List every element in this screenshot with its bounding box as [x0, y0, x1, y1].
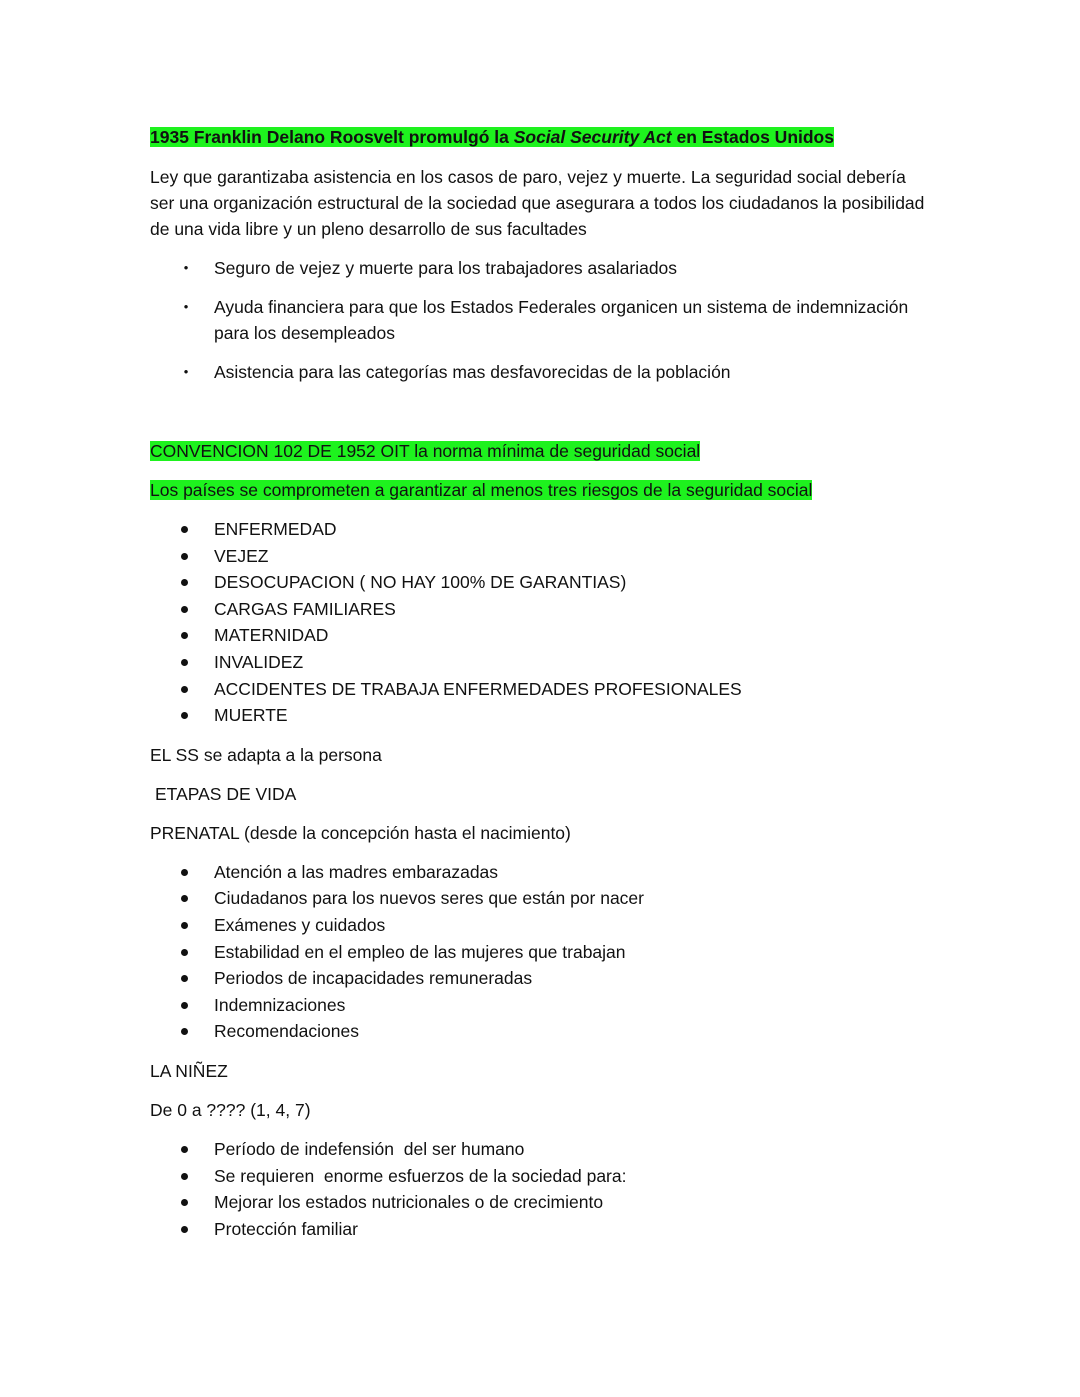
ninez-heading: LA NIÑEZ: [150, 1060, 228, 1081]
list-item: [150, 516, 930, 543]
heading-text-prefix: 1935 Franklin Delano Roosvelt promulgó la: [150, 127, 514, 147]
list-item: [150, 1018, 930, 1045]
list-item: [150, 255, 930, 281]
list-item-text: Ciudadanos para los nuevos seres que están por nacer: [214, 888, 644, 909]
ninez-list: [150, 1136, 930, 1242]
prenatal-heading: PRENATAL (desde la concepción hasta el nacimiento): [150, 822, 571, 843]
list-item: [150, 992, 930, 1019]
bullet-icon: [181, 553, 188, 560]
heading-text-suffix: en Estados Unidos: [671, 127, 834, 147]
list-item-text: DESOCUPACION ( NO HAY 100% DE GARANTIAS): [214, 572, 627, 593]
list-item-text: Recomendaciones: [214, 1021, 359, 1042]
section-heading-social-security-act: [150, 124, 930, 150]
bullet-icon: [181, 606, 188, 613]
list-item: [150, 622, 930, 649]
bullet-icon: [181, 975, 188, 982]
bullet-icon: [181, 686, 188, 693]
list-item-text: Periodos de incapacidades remuneradas: [214, 968, 533, 989]
bullet-icon: [181, 712, 188, 719]
bullet-icon: [181, 632, 188, 639]
list-item: [150, 359, 930, 385]
list-item: [150, 939, 930, 966]
list-item-text: Se requieren enorme esfuerzos de la sociedad para:: [214, 1165, 627, 1186]
bullet-icon: [181, 922, 188, 929]
bullet-icon: [181, 1199, 188, 1206]
bullet-icon: [181, 579, 188, 586]
list-item-text: Atención a las madres embarazadas: [214, 861, 499, 882]
list-item-text: Protección familiar: [214, 1218, 358, 1239]
bullet-icon: [181, 1028, 188, 1035]
section2-heading: [150, 438, 930, 464]
list-item: [150, 1216, 930, 1243]
list-item: [150, 596, 930, 623]
section1-paragraph: Ley que garantizaba asistencia en los casos de paro, vejez y muerte. La seguridad social debería ser una organización estructural de la sociedad que asegurara a todos los ciudadanos la posibilidad de una vida libre y un pleno desarrollo de sus facultades: [150, 167, 925, 239]
ninez-range: De 0 a ???? (1, 4, 7): [150, 1099, 311, 1120]
bullet-icon: [181, 1173, 188, 1180]
list-item-text: Ayuda financiera para que los Estados Federales organicen un sistema de indemnización para los desempleados: [214, 297, 909, 343]
list-item-text: Estabilidad en el empleo de las mujeres que trabajan: [214, 941, 626, 962]
list-item: [150, 1136, 930, 1163]
section1-list: [150, 255, 930, 385]
list-item: [150, 649, 930, 676]
highlighted-heading: [150, 127, 834, 147]
list-item: [150, 859, 930, 886]
bullet-icon: •: [183, 260, 189, 275]
list-item: [150, 965, 930, 992]
list-item-text: ACCIDENTES DE TRABAJA ENFERMEDADES PROFESIONALES: [214, 678, 742, 699]
list-item: [150, 543, 930, 570]
bullet-icon: •: [183, 364, 189, 379]
list-item-text: MATERNIDAD: [214, 625, 329, 646]
list-item-text: MUERTE: [214, 705, 288, 726]
section-spacer: [150, 398, 930, 438]
bullet-icon: [181, 895, 188, 902]
highlighted-heading: CONVENCION 102 DE 1952 OIT la norma mínima de seguridad social: [150, 441, 701, 461]
bullet-icon: •: [183, 299, 189, 314]
list-item-text: CARGAS FAMILIARES: [214, 598, 396, 619]
bullet-icon: [181, 526, 188, 533]
list-item: [150, 702, 930, 729]
bullet-icon: [181, 1226, 188, 1233]
list-item-text: ENFERMEDAD: [214, 519, 337, 539]
list-item-text: Mejorar los estados nutricionales o de crecimiento: [214, 1192, 604, 1213]
risks-list: [150, 516, 930, 729]
list-item-text: Período de indefensión del ser humano: [214, 1138, 525, 1159]
list-item-text: Asistencia para las categorías mas desfavorecidas de la población: [214, 362, 731, 382]
list-item-text: Indemnizaciones: [214, 994, 346, 1015]
bullet-icon: [181, 1002, 188, 1009]
bullet-icon: [181, 869, 188, 876]
list-item-text: Seguro de vejez y muerte para los trabajadores asalariados: [214, 258, 678, 278]
list-item: [150, 912, 930, 939]
bullet-icon: [181, 949, 188, 956]
bullet-icon: [181, 1146, 188, 1153]
list-item: [150, 1163, 930, 1190]
list-item-text: INVALIDEZ: [214, 651, 304, 672]
list-item: [150, 294, 930, 346]
list-item: [150, 1189, 930, 1216]
list-item-text: Exámenes y cuidados: [214, 914, 386, 935]
life-stages-heading: ETAPAS DE VIDA: [155, 783, 297, 804]
list-item: [150, 676, 930, 703]
list-item-text: VEJEZ: [214, 545, 269, 566]
bullet-icon: [181, 659, 188, 666]
list-item: [150, 569, 930, 596]
list-item: [150, 885, 930, 912]
heading-text-italic: Social Security Act: [513, 127, 672, 147]
section2-subheading: [150, 477, 930, 503]
highlighted-subheading: Los países se comprometen a garantizar al menos tres riesgos de la seguridad social: [150, 480, 813, 500]
ss-adapts-line: EL SS se adapta a la persona: [150, 744, 382, 765]
prenatal-list: [150, 859, 930, 1045]
